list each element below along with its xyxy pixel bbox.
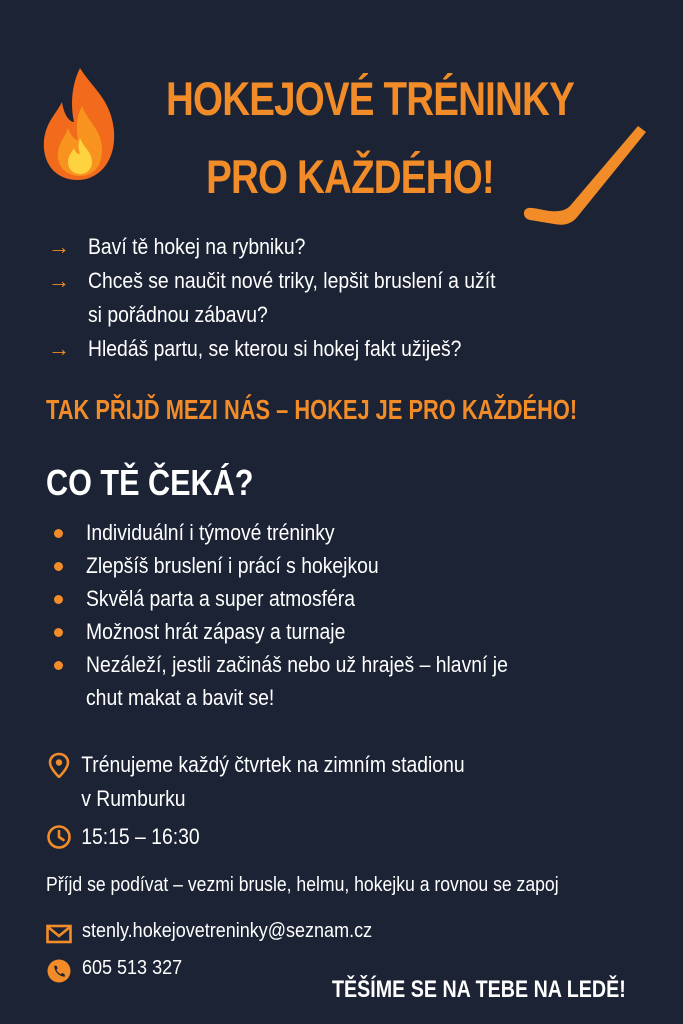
list-item: Skvělá parta a super atmosféra	[48, 582, 668, 615]
bullet-dot-icon	[54, 628, 63, 637]
title-line-1: HOKEJOVÉ TRÉNINKY	[166, 72, 574, 125]
location-info	[46, 748, 666, 816]
time-text: 15:15 – 16:30	[81, 824, 200, 849]
phone-contact[interactable]	[46, 957, 346, 980]
section-heading: CO TĚ ČEKÁ?	[46, 462, 254, 503]
location-line-2: v Rumburku	[81, 786, 186, 811]
title-line-2: PRO KAŽDÉHO!	[206, 150, 494, 203]
list-item: Možnost hrát zápasy a turnaje	[48, 615, 668, 648]
time-info	[46, 820, 666, 854]
question-list	[48, 230, 668, 366]
arrow-right-icon: →	[48, 268, 70, 293]
arrow-right-icon: →	[48, 234, 70, 259]
flame-icon	[40, 66, 120, 182]
benefit-list	[48, 516, 668, 714]
slogan: TAK PŘIJĎ MEZI NÁS – HOKEJ JE PRO KAŽDÉHO!	[46, 394, 578, 425]
list-item: Individuální i týmové tréninky	[48, 516, 668, 549]
invite-text: Příjd se podívat – vezmi brusle, helmu, hokejku a rovnou se zapoj	[46, 874, 559, 896]
phone-number[interactable]: 605 513 327	[82, 957, 183, 979]
location-line-1: Trénujeme každý čtvrtek na zimním stadionu	[81, 752, 465, 777]
list-item: → Chceš se naučit nové triky, lepšit bruslení a užít si pořádnou zábavu?	[48, 264, 668, 332]
email-contact[interactable]	[46, 920, 666, 943]
list-item: → Baví tě hokej na rybniku?	[48, 230, 668, 264]
bullet-dot-icon	[54, 595, 63, 604]
list-item: Zlepšíš bruslení i prácí s hokejkou	[48, 549, 668, 582]
arrow-right-icon: →	[48, 336, 70, 361]
closing-text: TĚŠÍME SE NA TEBE NA LEDĚ!	[332, 976, 626, 1003]
bullet-dot-icon	[54, 529, 63, 538]
bullet-dot-icon	[54, 661, 63, 670]
list-item: → Hledáš partu, se kterou si hokej fakt užiješ?	[48, 332, 668, 366]
email-link[interactable]: stenly.hokejovetreninky@seznam.cz	[82, 920, 373, 942]
list-item: Nezáleží, jestli začináš nebo už hraješ – hlavní je chut makat a bavit se!	[48, 648, 668, 714]
bullet-dot-icon	[54, 562, 63, 571]
